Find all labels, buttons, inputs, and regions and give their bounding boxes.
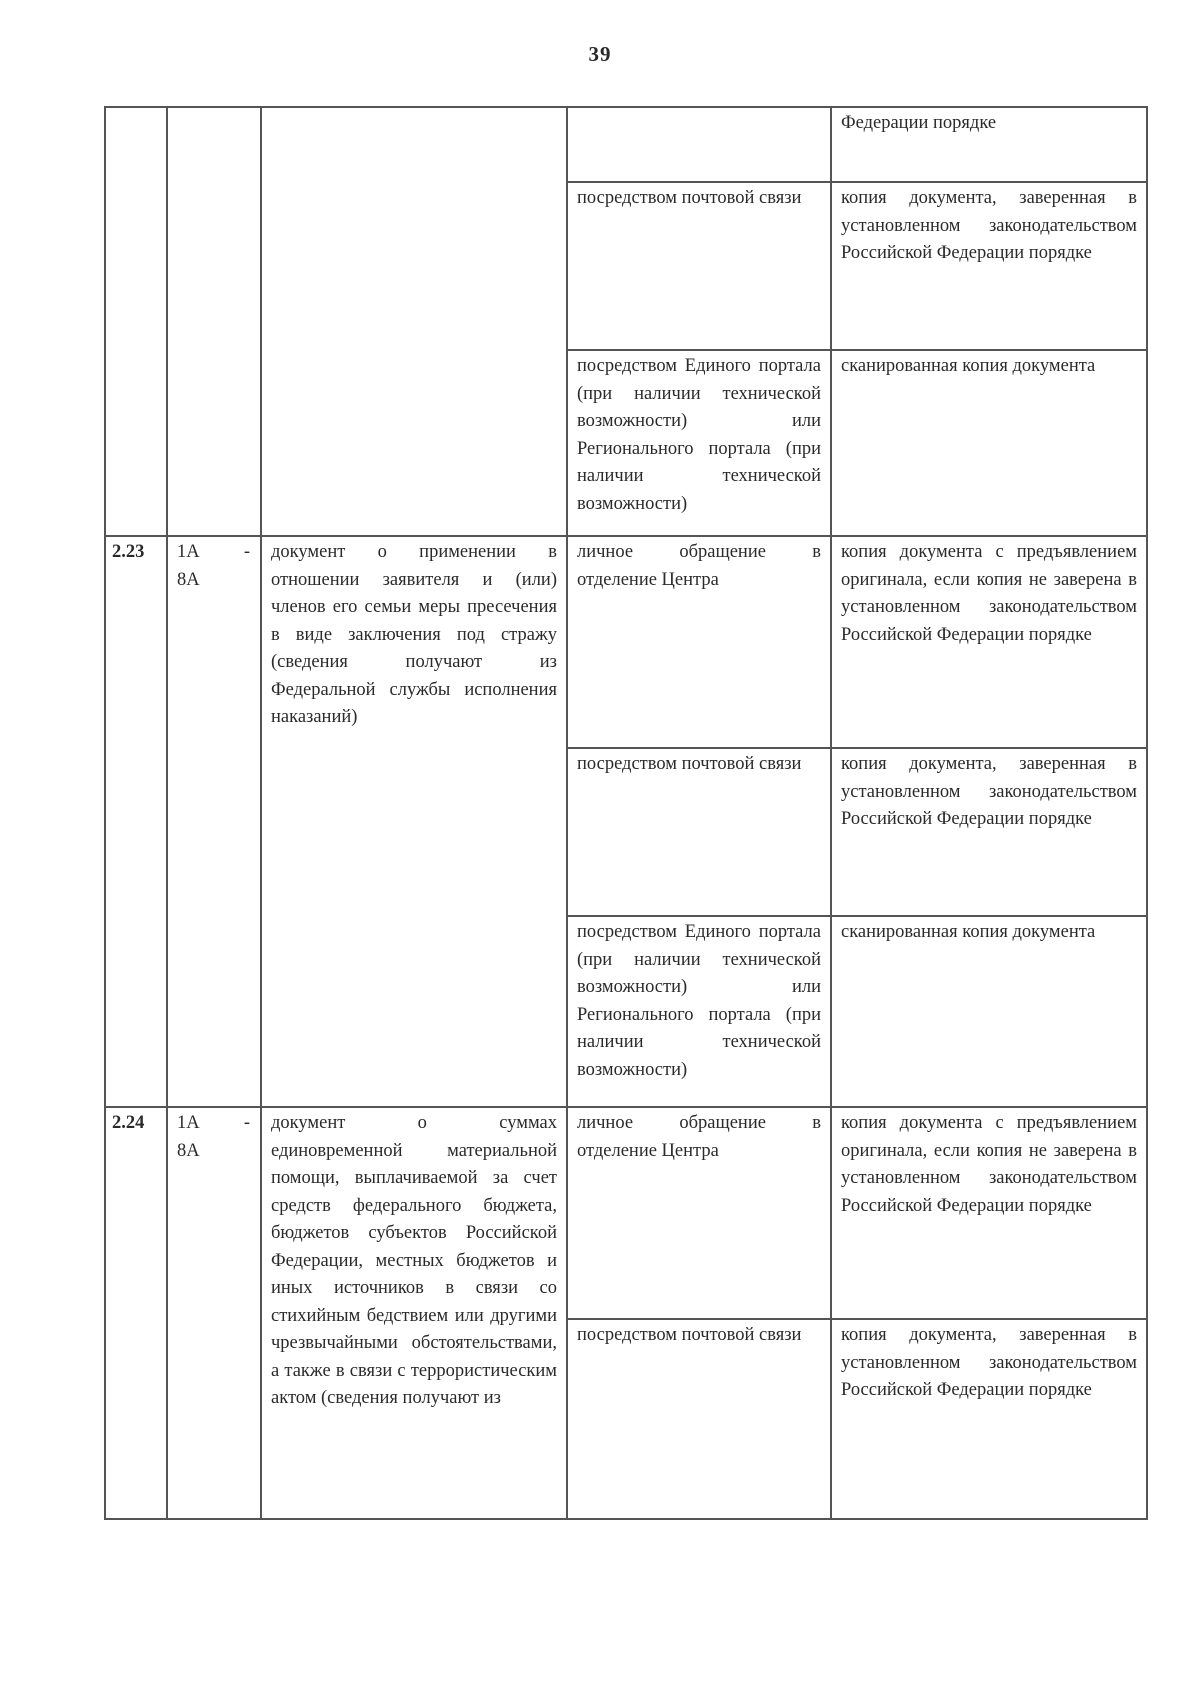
document-form-cell: копия документа с предъявлением оригинала, если копия не заверена в установленном законодательством Российской Федерации порядке [831,1107,1147,1319]
category-groups [167,536,261,1107]
page-number: 39 [588,42,612,66]
method-cell [567,107,831,182]
table-row [105,107,1147,182]
table-row [105,1107,1147,1319]
item-number: 2.24 [105,1107,167,1519]
document-form-cell: копия документа, заверенная в установленном законодательством Российской Федерации порядке [831,1319,1147,1519]
group-cell-empty [167,107,261,536]
document-form-cell: копия документа, заверенная в установленном законодательством Российской Федерации порядке [831,182,1147,350]
document-form-cell: копия документа с предъявлением оригинала, если копия не заверена в установленном законодательством Российской Федерации порядке [831,536,1147,748]
method-cell: посредством Единого портала (при наличии технической возможности) или Регионального портала (при наличии технической возможности) [567,350,831,536]
description-cell-empty [261,107,567,536]
method-cell: посредством Единого портала (при наличии технической возможности) или Регионального портала (при наличии технической возможности) [567,916,831,1107]
number-cell-empty [105,107,167,536]
range-dash: - [243,542,250,562]
document-description: документ о применении в отношении заявителя и (или) членов его семьи меры пресечения в виде заключения под стражу (сведения получают из Федеральной службы исполнения наказаний) [261,536,567,1107]
document-description: документ о суммах единовременной материальной помощи, выплачиваемой за счет средств федерального бюджета, бюджетов субъектов Российской Федерации, местных бюджетов и иных источников в связи со стихийным бедствием или другими чрезвычайными обстоятельствами, а также в связи с террористическим актом (сведения получают из [261,1107,567,1519]
document-form-cell: копия документа, заверенная в установленном законодательством Российской Федерации порядке [831,748,1147,916]
item-number: 2.23 [105,536,167,1107]
category-groups-label: 1А 8А [177,542,200,590]
method-cell: личное обращение в отделение Центра [567,536,831,748]
category-groups-label: 1А 8А [177,1113,200,1161]
document-form-cell: сканированная копия документа [831,350,1147,536]
table-row [105,536,1147,748]
document-form-cell: сканированная копия документа [831,916,1147,1107]
document-table [104,106,1148,1520]
method-cell: посредством почтовой связи [567,1319,831,1519]
document-form-cell: Федерации порядке [831,107,1147,182]
range-dash: - [243,1113,250,1133]
category-groups [167,1107,261,1519]
method-cell: личное обращение в отделение Центра [567,1107,831,1319]
method-cell: посредством почтовой связи [567,748,831,916]
method-cell: посредством почтовой связи [567,182,831,350]
